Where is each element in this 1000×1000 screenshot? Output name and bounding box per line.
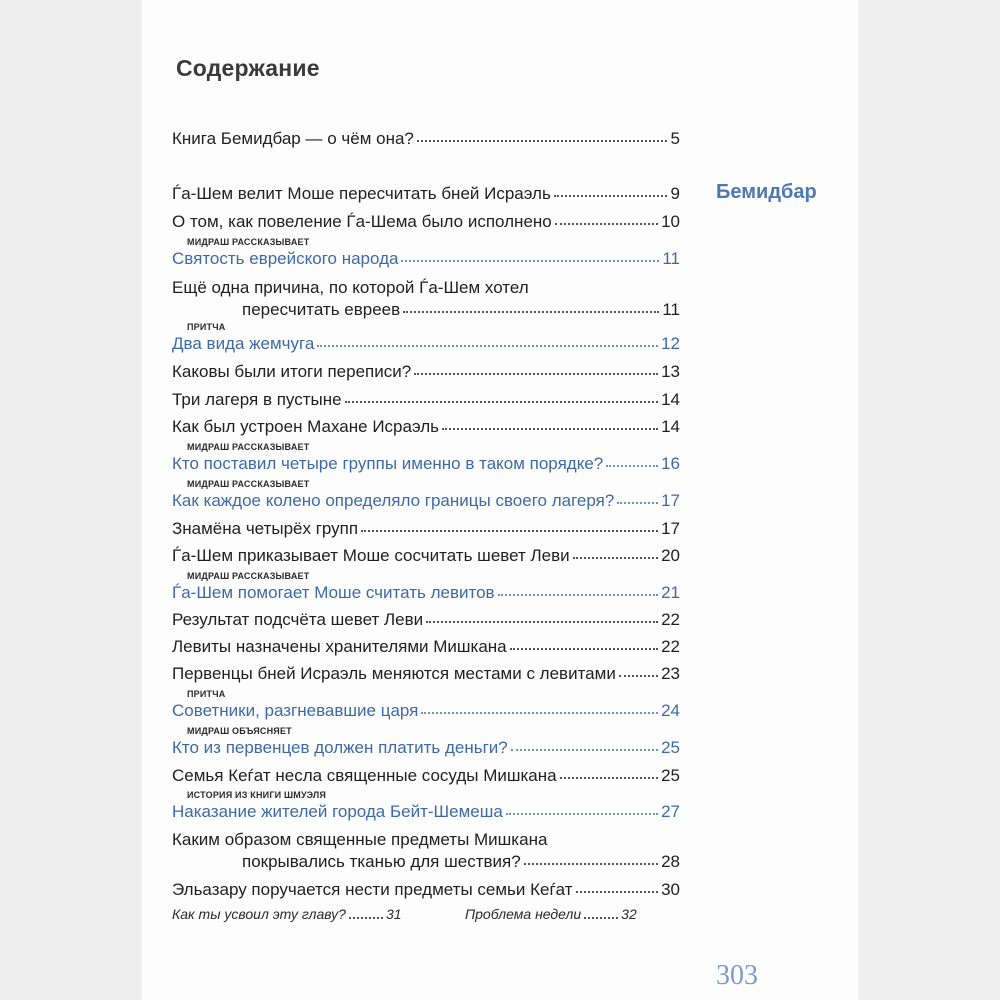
toc-entry-first-line[interactable] xyxy=(172,830,680,850)
footer-problem-item xyxy=(465,906,637,922)
entry-page-number: 11 xyxy=(662,300,680,319)
footer-review-item xyxy=(172,906,402,922)
entry-category: МИДРАШ РАССКАЗЫВАЕТ xyxy=(187,571,310,581)
dot-leader xyxy=(421,708,658,714)
entry-category: МИДРАШ ОБЪЯСНЯЕТ xyxy=(187,726,292,736)
entry-page-number: 17 xyxy=(661,491,680,510)
toc-entry[interactable] xyxy=(172,802,680,822)
toc-entry[interactable] xyxy=(172,362,680,382)
dot-leader xyxy=(619,671,658,677)
entry-title: Левиты назначены хранителями Мишкана xyxy=(172,637,507,656)
footer-problem-title: Проблема недели xyxy=(465,906,582,922)
entry-page-number: 16 xyxy=(661,454,680,473)
dot-leader xyxy=(560,773,658,779)
toc-entry[interactable] xyxy=(172,454,680,474)
dot-leader xyxy=(510,644,658,650)
toc-entry[interactable] xyxy=(172,249,680,269)
entry-page-number: 5 xyxy=(670,129,680,148)
toc-entry[interactable] xyxy=(172,583,680,603)
entry-title: Каковы были итоги переписи? xyxy=(172,362,412,381)
entry-title: Каким образом священные предметы Мишкана xyxy=(172,830,548,849)
footer-review-page: 31 xyxy=(385,906,402,922)
entry-page-number: 14 xyxy=(661,417,680,436)
entry-page-number: 11 xyxy=(662,249,680,268)
dot-leader xyxy=(606,461,658,467)
entry-page-number: 13 xyxy=(661,362,680,381)
entry-category: ИСТОРИЯ ИЗ КНИГИ ШМУЭЛЯ xyxy=(187,790,327,800)
entry-title: Два вида жемчуга xyxy=(172,334,315,353)
dot-leader xyxy=(498,590,659,596)
dot-leader xyxy=(524,859,658,865)
entry-title: Знамёна четырёх групп xyxy=(172,519,359,538)
toc-entry[interactable] xyxy=(172,417,680,437)
entry-page-number: 20 xyxy=(661,546,680,565)
entry-page-number: 9 xyxy=(670,184,680,203)
dot-leader xyxy=(349,914,383,919)
entry-title: Как был устроен Махане Исраэль xyxy=(172,417,440,436)
page-title: Содержание xyxy=(176,55,320,81)
entry-page-number: 30 xyxy=(661,880,680,899)
toc-entry[interactable] xyxy=(172,546,680,566)
toc-entry[interactable] xyxy=(172,334,680,354)
entry-page-number: 25 xyxy=(661,738,680,757)
dot-leader xyxy=(345,397,659,403)
section-title: Бемидбар xyxy=(716,181,817,203)
entry-title: Святость еврейского народа xyxy=(172,249,399,268)
dot-leader xyxy=(573,553,658,559)
entry-title: Советники, разгневавшие царя xyxy=(172,701,419,720)
toc-entry[interactable] xyxy=(172,129,680,149)
entry-page-number: 22 xyxy=(661,610,680,629)
entry-title: Кто поставил четыре группы именно в таком порядке? xyxy=(172,454,604,473)
dot-leader xyxy=(403,307,659,313)
toc-entry-first-line[interactable] xyxy=(172,278,680,298)
toc-entry[interactable] xyxy=(172,390,680,410)
dot-leader xyxy=(426,617,658,623)
entry-title: Как каждое колено определяло границы своего лагеря? xyxy=(172,491,615,510)
entry-title: Эльазару поручается нести предметы семьи Кеѓат xyxy=(172,880,573,899)
dot-leader xyxy=(442,424,658,430)
entry-page-number: 24 xyxy=(661,701,680,720)
dot-leader xyxy=(317,341,658,347)
toc-entry[interactable] xyxy=(242,852,680,872)
entry-page-number: 14 xyxy=(661,390,680,409)
entry-title: покрывались тканью для шествия? xyxy=(242,852,521,871)
dot-leader xyxy=(554,191,667,197)
entry-title: Ещё одна причина, по которой Ѓа-Шем хотел xyxy=(172,278,529,297)
entry-title: Три лагеря в пустыне xyxy=(172,390,342,409)
entry-page-number: 23 xyxy=(661,664,680,683)
dot-leader xyxy=(401,256,659,262)
entry-title: Результат подсчёта шевет Леви xyxy=(172,610,424,629)
toc-entry[interactable] xyxy=(242,300,680,320)
entry-page-number: 22 xyxy=(661,637,680,656)
dot-leader xyxy=(506,809,658,815)
entry-title: Кто из первенцев должен платить деньги? xyxy=(172,738,508,757)
entry-category: МИДРАШ РАССКАЗЫВАЕТ xyxy=(187,479,310,489)
entry-page-number: 28 xyxy=(661,852,680,871)
entry-title: Книга Бемидбар — о чём она? xyxy=(172,129,414,148)
entry-title: Ѓа-Шем помогает Моше считать левитов xyxy=(172,583,495,602)
entry-title: О том, как повеление Ѓа-Шема было исполнено xyxy=(172,212,552,231)
dot-leader xyxy=(576,887,659,893)
toc-entry[interactable] xyxy=(172,766,680,786)
entry-page-number: 10 xyxy=(661,212,680,231)
toc-entry[interactable] xyxy=(172,664,680,684)
entry-page-number: 27 xyxy=(661,802,680,821)
entry-page-number: 17 xyxy=(661,519,680,538)
toc-entry[interactable] xyxy=(172,701,680,721)
entry-page-number: 25 xyxy=(661,766,680,785)
toc-entry[interactable] xyxy=(172,212,680,232)
dot-leader xyxy=(511,745,658,751)
dot-leader xyxy=(417,136,667,142)
entry-title: Ѓа-Шем велит Моше пересчитать бней Исраэль xyxy=(172,184,551,203)
toc-entry[interactable] xyxy=(172,880,680,900)
entry-category: ПРИТЧА xyxy=(187,322,226,332)
dot-leader xyxy=(361,526,658,532)
footer-problem-page: 32 xyxy=(621,906,637,922)
entry-title: Ѓа-Шем приказывает Моше сосчитать шевет Леви xyxy=(172,546,570,565)
page-number: 303 xyxy=(716,960,758,991)
entry-title: Наказание жителей города Бейт-Шемеша xyxy=(172,802,503,821)
entry-page-number: 21 xyxy=(661,583,680,602)
entry-page-number: 12 xyxy=(661,334,680,353)
toc-entry[interactable] xyxy=(172,610,680,630)
toc-entry[interactable] xyxy=(172,637,680,657)
toc-entry[interactable] xyxy=(172,491,680,511)
dot-leader xyxy=(414,369,658,375)
entry-title: Первенцы бней Исраэль меняются местами с левитами xyxy=(172,664,616,683)
dot-leader xyxy=(584,914,618,919)
dot-leader xyxy=(555,219,658,225)
entry-category: МИДРАШ РАССКАЗЫВАЕТ xyxy=(187,237,310,247)
entry-title: Семья Кеѓат несла священные сосуды Мишкана xyxy=(172,766,557,785)
footer-review-title: Как ты усвоил эту главу? xyxy=(172,906,346,922)
dot-leader xyxy=(617,498,658,504)
toc-entry[interactable] xyxy=(172,184,680,204)
entry-category: МИДРАШ РАССКАЗЫВАЕТ xyxy=(187,442,310,452)
toc-entry[interactable] xyxy=(172,519,680,539)
entry-title: пересчитать евреев xyxy=(242,300,401,319)
entry-category: ПРИТЧА xyxy=(187,689,226,699)
toc-entry[interactable] xyxy=(172,738,680,758)
